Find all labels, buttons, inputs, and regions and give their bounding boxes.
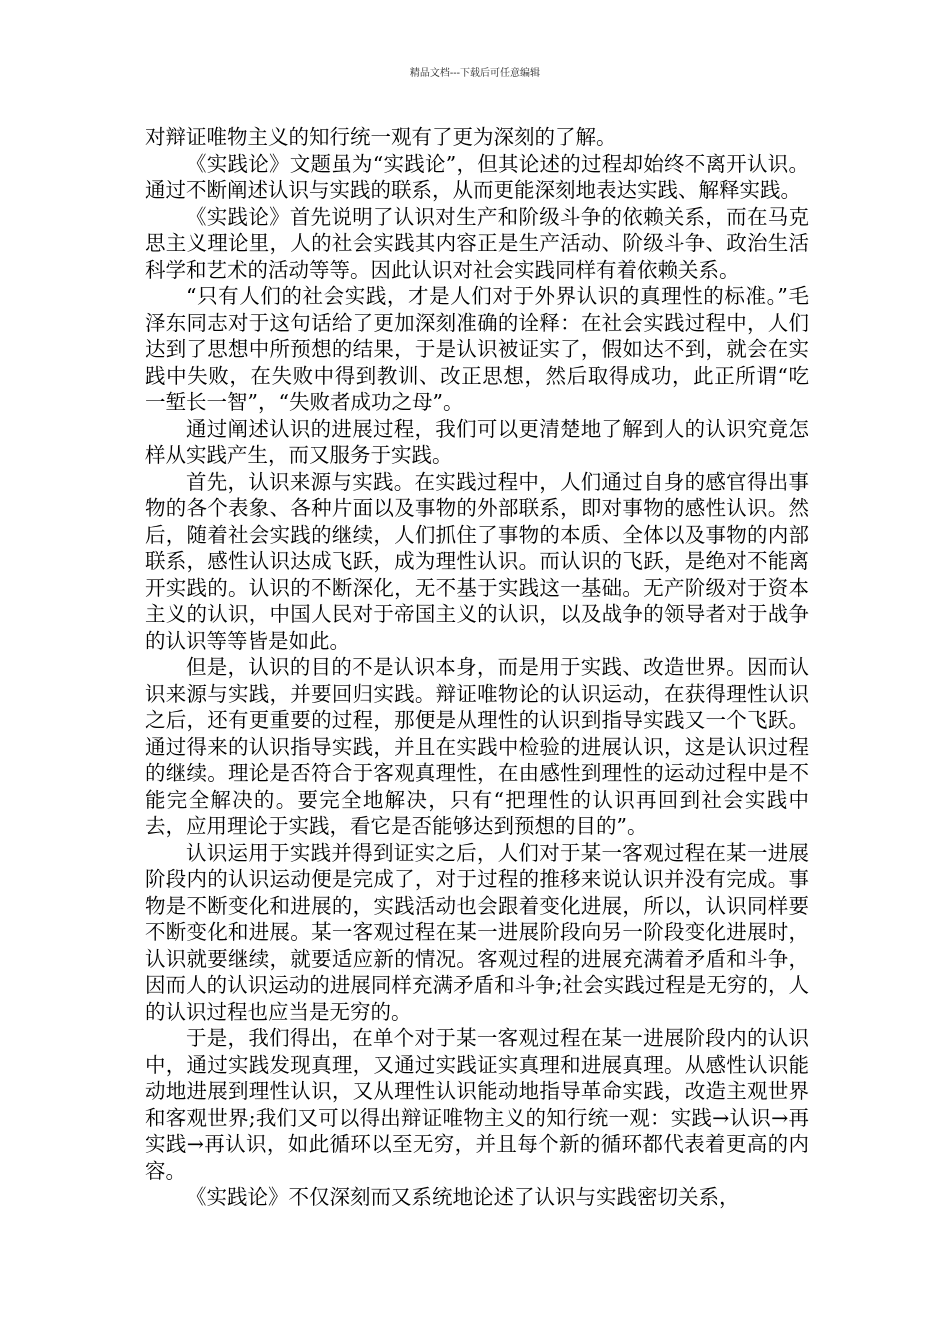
paragraph: 但是，认识的目的不是认识本身，而是用于实践、改造世界。因而认识来源与实践，并要回归实践。辩证唯物论的认识运动，在获得理性认识之后，还有更重要的过程，那便是从理性的认识到指导实践又一个飞跃。通过得来的认识指导实践，并且在实践中检验的进展认识，这是认识过程的继续。理论是否符合于客观真理性，在由感性到理性的运动过程中是不能完全解决的。要完全地解决，只有“把理性的认识再回到社会实践中去，应用理论于实践，看它是否能够达到预想的目的”。 — [145, 655, 809, 838]
paragraph: 《实践论》首先说明了认识对生产和阶级斗争的依赖关系，而在马克思主义理论里，人的社会实践其内容正是生产活动、阶级斗争、政治生活科学和艺术的活动等等。因此认识对社会实践同样有着依赖关系。 — [145, 204, 809, 282]
paragraph: “只有人们的社会实践，才是人们对于外界认识的真理性的标准。”毛泽东同志对于这句话给了更加深刻准确的诠释：在社会实践过程中，人们达到了思想中所预想的结果，于是认识被证实了，假如达不到，就会在实践中失败，在失败中得到教训、改正思想，然后取得成功，此正所谓“吃一堑长一智”，“失败者成功之母”。 — [145, 284, 809, 414]
paragraph: 对辩证唯物主义的知行统一观有了更为深刻的了解。 — [145, 125, 617, 149]
paragraph: 《实践论》文题虽为“实践论”，但其论述的过程却始终不离开认识。通过不断阐述认识与实践的联系，从而更能深刻地表达实践、解释实践。 — [145, 151, 809, 202]
paragraph: 首先，认识来源与实践。在实践过程中，人们通过自身的感官得出事物的各个表象、各种片面以及事物的外部联系，即对事物的感性认识。然后，随着社会实践的继续，人们抓住了事物的本质、全体以及事物的内部联系，感性认识达成飞跃，成为理性认识。而认识的飞跃，是绝对不能离开实践的。认识的不断深化，无不基于实践这一基础。无产阶级对于资本主义的认识，中国人民对于帝国主义的认识，以及战争的领导者对于战争的认识等等皆是如此。 — [145, 469, 809, 653]
paragraph: 于是，我们得出，在单个对于某一客观过程在某一进展阶段内的认识中，通过实践发现真理，又通过实践证实真理和进展真理。从感性认识能动地进展到理性认识，又从理性认识能动地指导革命实践，改造主观世界和客观世界;我们又可以得出辩证唯物主义的知行统一观：实践→认识→再实践→再认识，如此循环以至无穷，并且每个新的循环都代表着更高的内容。 — [145, 1026, 809, 1183]
paragraph: 认识运用于实践并得到证实之后，人们对于某一客观过程在某一进展阶段内的认识运动便是完成了，对于过程的推移来说认识并没有完成。事物是不断变化和进展的，实践活动也会跟着变化进展，所以，认识同样要不断变化和进展。某一客观过程在某一进展阶段向另一阶段变化进展时，认识就要继续，就要适应新的情况。客观过程的进展充满着矛盾和斗争，因而人的认识运动的进展同样充满矛盾和斗争;社会实践过程是无穷的，人的认识过程也应当是无穷的。 — [145, 840, 809, 1024]
paragraph: 《实践论》不仅深刻而又系统地论述了认识与实践密切关系， — [186, 1185, 740, 1209]
document-body — [145, 124, 809, 1211]
paragraph: 通过阐述认识的进展过程，我们可以更清楚地了解到人的认识究竟怎样从实践产生，而又服务于实践。 — [145, 416, 809, 467]
page-header: 精品文档---下载后可任意编辑 — [409, 68, 541, 79]
